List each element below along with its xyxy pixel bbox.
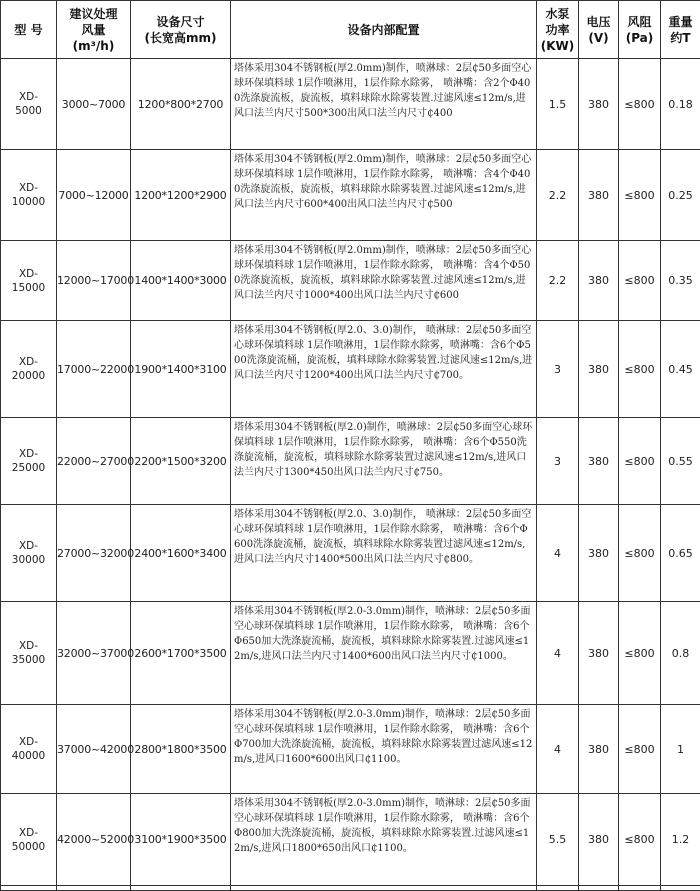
weight-cell: 0.8 bbox=[661, 602, 700, 705]
voltage-cell: 380 bbox=[579, 150, 619, 241]
header-resistance bbox=[619, 1, 661, 59]
model-number: 30000 bbox=[1, 553, 56, 567]
model-prefix: XD- bbox=[1, 735, 56, 749]
voltage-cell: 380 bbox=[579, 321, 619, 418]
size-cell: 1200*800*2700 bbox=[131, 59, 231, 150]
model-number: 20000 bbox=[1, 369, 56, 383]
header-model: 型 号 bbox=[1, 1, 57, 59]
weight-cell: 1.2 bbox=[661, 794, 700, 886]
model-prefix: XD- bbox=[1, 826, 56, 840]
config-cell: 塔体采用304不锈钢板(厚2.0mm)制作，喷淋球：2层₵50多面空心球环保填料球 1层作喷淋用，1层作除水除雾， 喷淋嘴：含4个Φ500洗涤旋流板，旋流板，填料球除水除雾装置.过滤风速≤12m/s,进风口法兰内尺寸1000*400出风口法兰内尺寸₵600 bbox=[231, 241, 537, 321]
airflow-cell: 22000~27000 bbox=[57, 418, 131, 505]
model-cell bbox=[1, 150, 57, 241]
model-prefix: XD- bbox=[1, 355, 56, 369]
model-cell bbox=[1, 505, 57, 602]
model-number: 40000 bbox=[1, 749, 56, 763]
voltage-cell: 380 bbox=[579, 705, 619, 794]
resistance-cell: ≤800 bbox=[619, 59, 661, 150]
size-cell: 1900*1400*3100 bbox=[131, 321, 231, 418]
model-cell bbox=[1, 241, 57, 321]
model-number: 25000 bbox=[1, 461, 56, 475]
config-cell: 塔体采用304不锈钢板(厚2.0mm)制作，喷淋球：2层₵50多面空心球环保填料球 1层作喷淋用，1层作除水除雾， 喷淋嘴：含4个Φ400洗涤旋流板，旋流板，填料球除水除雾装置.过滤风速≤12m/s,进风口法兰内尺寸600*400出风口法兰内尺寸₵500 bbox=[231, 150, 537, 241]
config-cell: 塔体采用304不锈钢板(厚2.0mm)制作，喷淋球：2层₵50多面空心球环保填料球 1层作喷淋用，1层作除水除雾， 喷淋嘴：含2个Φ400洗涤旋流板，旋流板，填料球除水除雾装置.过滤风速≤12m/s,进风口法兰内尺寸500*300出风口法兰内尺寸₵400 bbox=[231, 59, 537, 150]
size-cell: 2600*1700*3500 bbox=[131, 602, 231, 705]
model-cell bbox=[1, 321, 57, 418]
header-resistance-line2: (Pa) bbox=[619, 30, 660, 46]
table-row bbox=[1, 505, 700, 602]
header-weight-line2: 约T bbox=[661, 30, 700, 46]
airflow-cell: 37000~42000 bbox=[57, 705, 131, 794]
header-airflow bbox=[57, 1, 131, 59]
pump-cell: 4 bbox=[537, 505, 579, 602]
model-number: 35000 bbox=[1, 653, 56, 667]
header-airflow-line2: 风量 bbox=[57, 22, 130, 38]
airflow-cell: 3000~7000 bbox=[57, 59, 131, 150]
voltage-cell: 380 bbox=[579, 418, 619, 505]
table-row bbox=[1, 418, 700, 505]
header-pump-line2: 功率 bbox=[537, 22, 578, 38]
model-prefix: XD- bbox=[1, 267, 56, 281]
header-weight-line1: 重量 bbox=[661, 14, 700, 30]
header-config: 设备内部配置 bbox=[231, 1, 537, 59]
header-airflow-line3: (m³/h) bbox=[57, 38, 130, 54]
resistance-cell: ≤800 bbox=[619, 418, 661, 505]
config-cell: 塔体采用304不锈钢板(厚2.0、3.0)制作， 喷淋球：2层₵50多面空心球环保填料球 1层作喷淋用，1层作除水除雾， 喷淋嘴：含6个Φ600洗涤旋流桶，旋流板，填料球除水除雾装置过滤风速≤12m/s,进风口法兰内尺寸1400*500出风口法兰内尺寸₵800。 bbox=[231, 505, 537, 602]
model-prefix: XD- bbox=[1, 447, 56, 461]
header-voltage-line2: (V) bbox=[579, 30, 618, 46]
pump-cell: 5.5 bbox=[537, 794, 579, 886]
table-row bbox=[1, 241, 700, 321]
weight-cell: 0.25 bbox=[661, 150, 700, 241]
config-cell: 塔体采用304不锈钢板(厚2.0、3.0)制作， 喷淋球：2层₵50多面空心球环保填料球 1层作喷淋用，1层作除水除雾，喷淋嘴：含6个Φ500洗涤旋流桶，旋流板，填料球除水除雾装置.过滤风速≤12m/s,进风口法兰内尺寸1200*400出风口法兰内尺寸₵700。 bbox=[231, 321, 537, 418]
airflow-cell: 17000~22000 bbox=[57, 321, 131, 418]
pump-cell: 1.5 bbox=[537, 59, 579, 150]
resistance-cell: ≤800 bbox=[619, 794, 661, 886]
weight-cell: 0.65 bbox=[661, 505, 700, 602]
model-cell bbox=[1, 602, 57, 705]
airflow-cell: 42000~52000 bbox=[57, 794, 131, 886]
header-airflow-line1: 建议处理 bbox=[57, 6, 130, 22]
model-number: 50000 bbox=[1, 840, 56, 854]
model-prefix: XD- bbox=[1, 181, 56, 195]
header-voltage-line1: 电压 bbox=[579, 14, 618, 30]
header-size bbox=[131, 1, 231, 59]
model-prefix: XD- bbox=[1, 539, 56, 553]
weight-cell: 0.18 bbox=[661, 59, 700, 150]
airflow-cell: 27000~32000 bbox=[57, 505, 131, 602]
airflow-cell: 7000~12000 bbox=[57, 150, 131, 241]
model-cell bbox=[1, 794, 57, 886]
voltage-cell: 380 bbox=[579, 59, 619, 150]
table-row bbox=[1, 794, 700, 886]
header-size-line1: 设备尺寸 bbox=[131, 14, 230, 30]
resistance-cell: ≤800 bbox=[619, 505, 661, 602]
table-row bbox=[1, 602, 700, 705]
voltage-cell: 380 bbox=[579, 505, 619, 602]
resistance-cell: ≤800 bbox=[619, 321, 661, 418]
table-row bbox=[1, 59, 700, 150]
pump-cell: 3 bbox=[537, 321, 579, 418]
size-cell: 1400*1400*3000 bbox=[131, 241, 231, 321]
config-cell: 塔体采用304不锈钢板(厚2.0-3.0mm)制作，喷淋球：2层₵50多面空心球环保填料球 1层作喷淋用，1层作除水除雾， 喷淋嘴：含6个Φ700加大洗涤旋流桶，旋流板，填料球除水除雾装置过滤风速≤12m/s,进风口1600*600出风口₵1100。 bbox=[231, 705, 537, 794]
weight-cell: 0.55 bbox=[661, 418, 700, 505]
model-cell bbox=[1, 418, 57, 505]
header-pump bbox=[537, 1, 579, 59]
model-number: 10000 bbox=[1, 195, 56, 209]
resistance-cell: ≤800 bbox=[619, 150, 661, 241]
airflow-cell: 12000~17000 bbox=[57, 241, 131, 321]
pump-cell: 4 bbox=[537, 602, 579, 705]
model-cell bbox=[1, 59, 57, 150]
weight-cell: 1 bbox=[661, 705, 700, 794]
voltage-cell: 380 bbox=[579, 602, 619, 705]
weight-cell: 0.45 bbox=[661, 321, 700, 418]
pump-cell: 3 bbox=[537, 418, 579, 505]
size-cell: 2400*1600*3400 bbox=[131, 505, 231, 602]
table-row bbox=[1, 150, 700, 241]
header-voltage bbox=[579, 1, 619, 59]
resistance-cell: ≤800 bbox=[619, 705, 661, 794]
pump-cell: 2.2 bbox=[537, 150, 579, 241]
size-cell: 2800*1800*3500 bbox=[131, 705, 231, 794]
table-row-partial bbox=[1, 886, 700, 891]
header-pump-line1: 水泵 bbox=[537, 6, 578, 22]
config-cell: 塔体采用304不锈钢板(厚2.0-3.0mm)制作，喷淋球：2层₵50多面空心球环保填料球 1层作喷淋用，1层作除水除雾， 喷淋嘴：含6个Φ800加大洗涤旋流桶，旋流板，填料球除水除雾装置.过滤风速≤12m/s,进风口1800*650出风口₵1100。 bbox=[231, 794, 537, 886]
size-cell: 3100*1900*3500 bbox=[131, 794, 231, 886]
resistance-cell: ≤800 bbox=[619, 602, 661, 705]
resistance-cell: ≤800 bbox=[619, 241, 661, 321]
voltage-cell: 380 bbox=[579, 241, 619, 321]
voltage-cell: 380 bbox=[579, 794, 619, 886]
header-size-line2: (长宽高mm) bbox=[131, 30, 230, 46]
airflow-cell: 32000~37000 bbox=[57, 602, 131, 705]
header-row bbox=[1, 1, 700, 59]
model-number: 15000 bbox=[1, 281, 56, 295]
model-prefix: XD- bbox=[1, 639, 56, 653]
table-row bbox=[1, 705, 700, 794]
config-cell: 塔体采用304不锈钢板(厚2.0-3.0mm)制作，喷淋球：2层₵50多面空心球环保填料球 1层作喷淋用，1层作除水除雾， 喷淋嘴：含6个Φ650加大洗涤旋流桶，旋流板，填料球除水除雾装置.过滤风速≤12m/s,进风口法兰内尺寸1400*600出风口法兰内尺寸₵1000。 bbox=[231, 602, 537, 705]
model-cell bbox=[1, 705, 57, 794]
weight-cell: 0.35 bbox=[661, 241, 700, 321]
size-cell: 1200*1200*2900 bbox=[131, 150, 231, 241]
header-pump-line3: (KW) bbox=[537, 38, 578, 54]
model-number: 5000 bbox=[1, 104, 56, 118]
config-cell: 塔体采用304不锈钢板(厚2.0)制作，喷淋球：2层₵50多面空心球环保填料球 1层作喷淋用，1层作除水除雾， 喷淋嘴：含6个Φ550洗涤旋流桶，旋流板，填料球除水除雾装置过滤风速≤12m/s,进风口法兰内尺寸1300*450出风口法兰内尺寸₵750。 bbox=[231, 418, 537, 505]
table-row bbox=[1, 321, 700, 418]
pump-cell: 4 bbox=[537, 705, 579, 794]
size-cell: 2200*1500*3200 bbox=[131, 418, 231, 505]
header-weight bbox=[661, 1, 700, 59]
header-resistance-line1: 风阻 bbox=[619, 14, 660, 30]
model-prefix: XD- bbox=[1, 90, 56, 104]
pump-cell: 2.2 bbox=[537, 241, 579, 321]
